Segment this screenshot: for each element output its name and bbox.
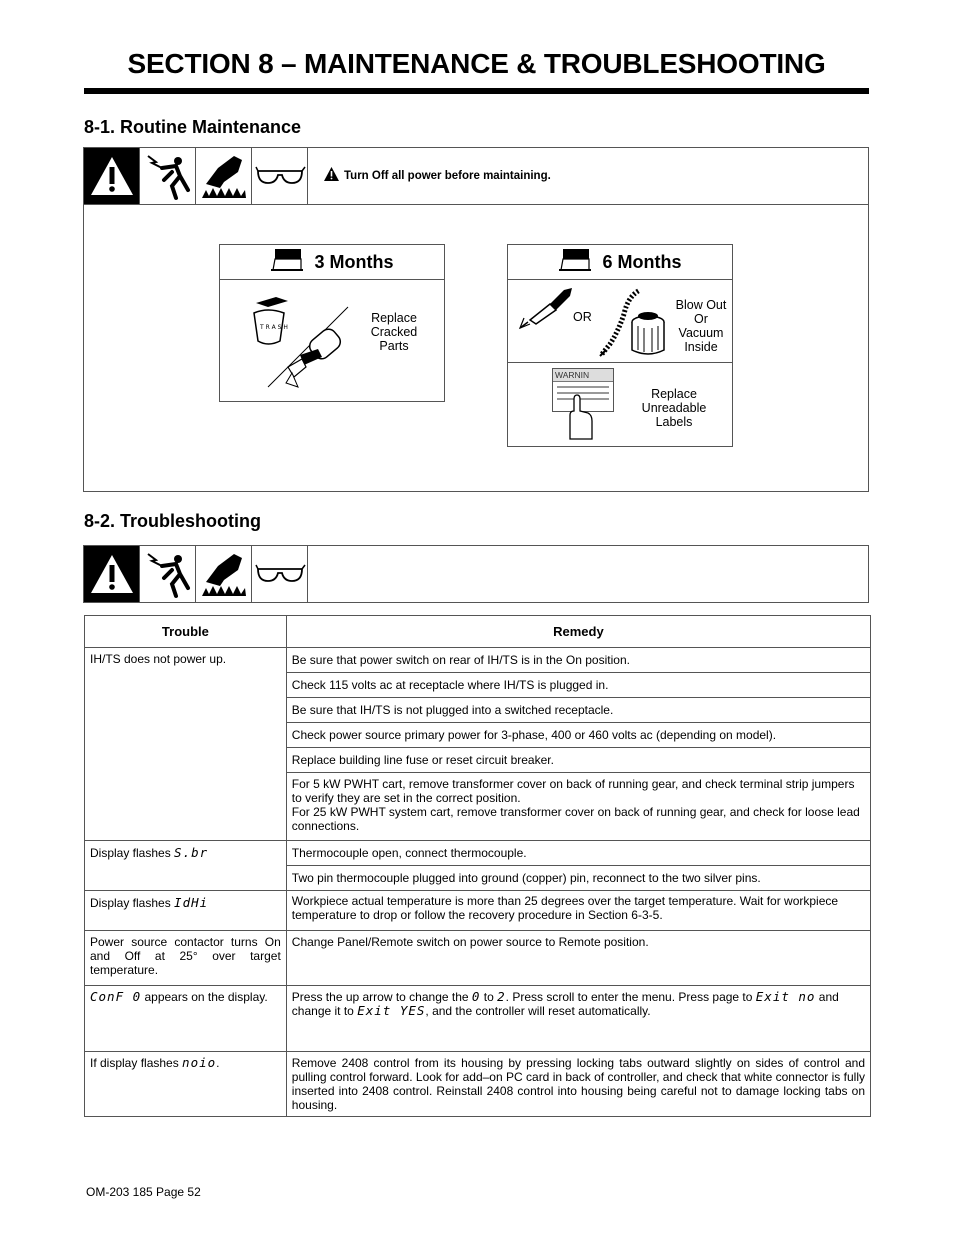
display-code: S.br [174,845,209,860]
table-header-row [85,616,871,648]
three-months-label: 3 Months [314,251,394,272]
table-row [85,891,871,931]
six-months-label: 6 Months [602,251,682,272]
safety-glasses-icon [252,546,308,602]
safety-icon-strip [84,148,308,205]
trouble-cell: IH/TS does not power up. [85,648,287,841]
six-months-header [508,245,732,280]
small-warning-icon [324,167,339,186]
remedy-cell: Remove 2408 control from its housing by pressing locking tabs outward slightly on sides of control and pulling control forward. Look for add–on PC card in back of controller, and check that white connector is fully inserted into 2408 control. Reinstall 2408 control into housing being careful not to damage locking tabs on housing. [286,1052,870,1117]
calendar-icon [559,248,591,277]
trouble-cell: Display flashes IdHi [85,891,287,931]
warning-label-icon: WARNIN [552,368,614,412]
table-row [85,1052,871,1117]
cracked-parts-illustration [228,287,363,402]
svg-text:T R A S H: T R A S H [260,324,288,331]
trouble-cell: Power source contactor turns On and Off at 25° over target temperature. [85,931,287,986]
remedy-cell: Change Panel/Remote switch on power source to Remote position. [286,931,870,986]
safety-glasses-icon [252,148,308,204]
remedy-cell: Be sure that power switch on rear of IH/TS is in the On position. [286,648,870,673]
troubleshooting-safety-box [83,545,869,603]
routine-maintenance-box [83,147,869,492]
or-label: OR [573,310,592,324]
troubleshooting-heading: 8-2. Troubleshooting [84,511,262,531]
electric-shock-icon [140,148,196,204]
remedy-header: Remedy [286,616,870,648]
three-months-box [219,244,445,402]
safety-icon-strip [84,546,868,603]
hand-icon [564,393,594,446]
troubleshooting-table [84,615,871,1117]
routine-maintenance-heading: 8-1. Routine Maintenance [84,117,302,137]
replace-cracked-parts-text: Replace Cracked Parts [370,311,418,353]
electric-shock-icon [140,546,196,602]
warning-text: Turn Off all power before maintaining. [344,170,551,182]
table-row [85,841,871,866]
table-row [85,648,871,673]
remedy-cell: Replace building line fuse or reset circuit breaker. [286,748,870,773]
hot-parts-icon [196,546,252,602]
remedy-cell: Two pin thermocouple plugged into ground (copper) pin, reconnect to the two silver pins. [286,866,870,891]
replace-labels-text: Replace Unreadable Labels [641,387,707,429]
remedy-cell: Workpiece actual temperature is more than 25 degrees over the target temperature. Wait for workpiece temperature to drop or follow the recovery procedure in Section 6-3-5. [286,891,870,931]
vacuum-icon [598,282,673,367]
remedy-cell: Thermocouple open, connect thermocouple. [286,841,870,866]
remedy-cell: For 5 kW PWHT cart, remove transformer cover on back of running gear, and check terminal strip jumpers to verify they are set in the correct position. For 25 kW PWHT system cart, remove transformer cover on back of running gear, and check for loose lead connections. [286,773,870,841]
warning-triangle-icon [84,546,140,602]
trouble-cell: ConF 0 appears on the display. [85,986,287,1052]
trouble-header: Trouble [85,616,287,648]
display-code: ConF 0 [90,989,142,1004]
title-rule [84,88,869,94]
warning-triangle-icon [84,148,140,204]
remedy-cell: Press the up arrow to change the 0 to 2. Press scroll to enter the menu. Press page to Exit no and change it to Exit YES, and the controller will reset automatically. [286,986,870,1052]
remedy-cell: Be sure that IH/TS is not plugged into a switched receptacle. [286,698,870,723]
remedy-cell: Check 115 volts ac at receptacle where IH/TS is plugged in. [286,673,870,698]
table-row [85,931,871,986]
air-nozzle-icon [516,282,576,337]
table-row [85,986,871,1052]
six-months-box [507,244,733,447]
labels-panel [508,363,732,446]
page-footer: OM-203 185 Page 52 [86,1185,201,1199]
calendar-icon [271,248,303,277]
display-code: IdHi [174,895,209,910]
page-title: SECTION 8 – MAINTENANCE & TROUBLESHOOTING [127,48,826,79]
blow-out-panel [508,280,732,363]
trouble-cell: If display flashes noio. [85,1052,287,1117]
remedy-cell: Check power source primary power for 3-phase, 400 or 460 volts ac (depending on model). [286,723,870,748]
hot-parts-icon [196,148,252,204]
display-code: noio [182,1055,217,1070]
trouble-cell: Display flashes S.br [85,841,287,891]
three-months-header [220,245,444,280]
blow-out-text: Blow Out Or Vacuum Inside [675,298,727,354]
